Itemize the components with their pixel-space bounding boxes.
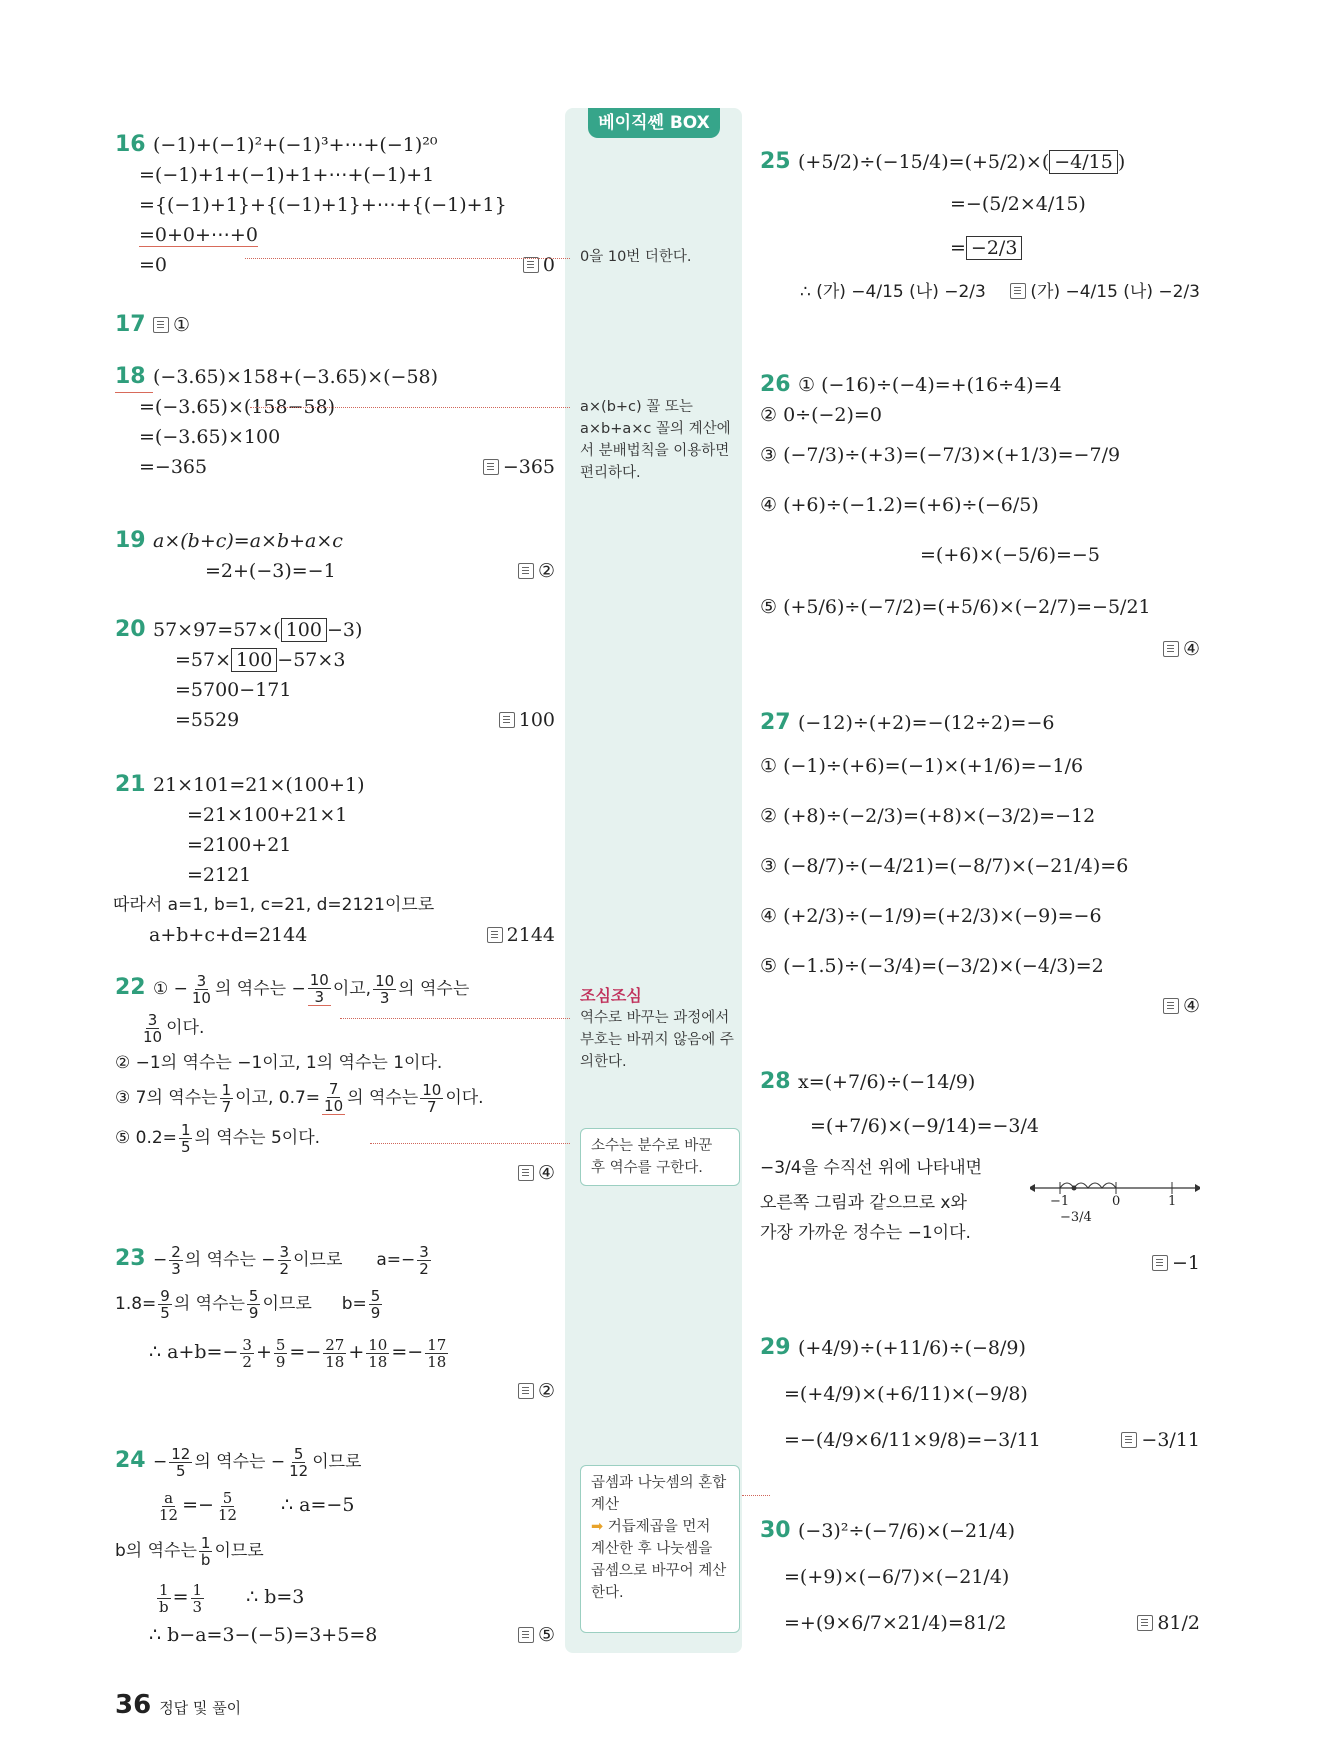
eq-line: =21×100+21×1 [187, 804, 348, 826]
answer: −3/11 [1121, 1417, 1200, 1463]
problem-21 [115, 770, 555, 950]
blank-box: −2/3 [966, 236, 1023, 260]
eq-line: ④ (+6)÷(−1.2)=(+6)÷(−6/5) [760, 494, 1039, 516]
answer-icon [483, 459, 499, 475]
answer: (가) −4/15 (나) −2/3 [1010, 270, 1200, 314]
eq-line: a×(b+c)=a×b+a×c [153, 530, 343, 552]
fraction: $\frac{3}{10}$ [143, 1010, 163, 1046]
fraction: $\frac{7}{10}$ [324, 1080, 344, 1115]
leader-line [370, 1143, 570, 1145]
problem-number: 17 [115, 312, 146, 337]
problem-27 [760, 705, 1200, 1021]
problem-26 [760, 370, 1200, 664]
eq-part: −57×3 [277, 649, 346, 671]
answer-icon [518, 1165, 534, 1181]
eq-line: =(+4/9)×(+6/11)×(−9/8) [784, 1383, 1028, 1405]
tip-30-title: 곱셈과 나눗셈의 혼합 계산 [591, 1475, 727, 1513]
text-line: 오른쪽 그림과 같으므로 x와 [760, 1193, 967, 1213]
eq-line: =−(5/2×4/15) [950, 193, 1086, 215]
tick-label: −1 [1050, 1194, 1070, 1209]
problem-number: 18 [115, 362, 153, 393]
eq-line: ② 0÷(−2)=0 [760, 404, 882, 426]
fraction: $\frac{10}{7}$ [422, 1080, 442, 1116]
problem-number: 25 [760, 149, 791, 174]
eq-line: =0 [139, 254, 168, 276]
tip-16: 0을 10번 더한다. [580, 249, 692, 265]
eq-line: =(−1)+1+(−1)+1+⋯+(−1)+1 [139, 164, 435, 186]
text-line: 가장 가까운 정수는 −1이다. [760, 1223, 971, 1243]
problem-30 [760, 1508, 1200, 1646]
eq-line: 따라서 a=1, b=1, c=21, d=2121이므로 [113, 895, 435, 915]
fraction: $\frac{3}{10}$ [191, 971, 211, 1007]
footer-label: 정답 및 풀이 [159, 1699, 242, 1717]
answer: ② [518, 1376, 555, 1406]
problem-25: 25 (+5/2)÷(−15/4)=(+5/2)×( −4/15 ) =−(5/2×4/15) = −2/3 ∴ (가) −4/15 (나) −2/3 (가) −4/15 (나) −2/3 [760, 142, 1200, 314]
problem-number: 16 [115, 132, 146, 157]
problem-20 [115, 615, 555, 735]
problem-number: 29 [760, 1335, 791, 1360]
tip-30 [580, 1465, 740, 1633]
eq-line: =2121 [187, 864, 252, 886]
answer-icon [1163, 641, 1179, 657]
eq-line: =(+7/6)×(−9/14)=−3/4 [810, 1115, 1039, 1137]
fraction: $\frac{1}{7}$ [221, 1080, 232, 1116]
eq-line: ① (−1)÷(+6)=(−1)×(+1/6)=−1/6 [760, 755, 1084, 777]
caution-title: 조심조심 [580, 986, 642, 1005]
arrow-icon: ➡ [591, 1519, 604, 1535]
problem-19 [115, 526, 555, 586]
eq-line: (+4/9)÷(+11/6)÷(−8/9) [798, 1337, 1026, 1359]
leader-line [250, 407, 570, 409]
problem-29 [760, 1325, 1200, 1463]
fraction: $\frac{10}{3}$ [375, 971, 395, 1007]
eq-line: 21×101=21×(100+1) [153, 774, 365, 796]
eq-line: ⑤ (+5/6)÷(−7/2)=(+5/6)×(−2/7)=−5/21 [760, 596, 1151, 618]
box-title: 베이직쎈 BOX [588, 108, 720, 138]
caution-tip [580, 985, 740, 1073]
answer-icon [1010, 283, 1026, 299]
eq-part: 57×97=57×( [153, 619, 281, 641]
answer: ⑤ [518, 1620, 555, 1650]
answer: ④ [1163, 991, 1200, 1021]
problem-number: 27 [760, 710, 791, 735]
leader-line [245, 258, 570, 260]
answer: −365 [483, 452, 555, 482]
eq-line: =5700−171 [175, 679, 292, 701]
problem-number: 24 [115, 1448, 146, 1473]
eq-line: =(−3.65)×(158−58) [139, 396, 336, 418]
problem-number: 20 [115, 617, 146, 642]
fraction: $\frac{1}{5}$ [180, 1120, 191, 1156]
answer: ④ [1163, 634, 1200, 664]
eq-line: ③ (−7/3)÷(+3)=(−7/3)×(+1/3)=−7/9 [760, 444, 1121, 466]
eq-line: ={(−1)+1}+{(−1)+1}+⋯+{(−1)+1} [139, 194, 507, 216]
answer: −1 [1152, 1248, 1200, 1278]
answer-icon [499, 712, 515, 728]
eq-line: ④ (+2/3)÷(−1/9)=(+2/3)×(−9)=−6 [760, 905, 1102, 927]
blank-box: −4/15 [1049, 150, 1118, 174]
answer-icon [1163, 998, 1179, 1014]
answer-icon [153, 317, 169, 333]
point-label: −3/4 [1060, 1210, 1092, 1225]
problem-number: 26 [760, 372, 791, 397]
eq-line: ∴ b−a=3−(−5)=3+5=8 [149, 1624, 378, 1646]
answer: ① [173, 314, 191, 336]
eq-line: =2100+21 [187, 834, 292, 856]
eq-line: (−3.65)×158+(−3.65)×(−58) [153, 366, 439, 388]
answer: 100 [499, 705, 555, 735]
answer: 0 [523, 250, 555, 280]
eq-part: −3) [326, 619, 363, 641]
problem-number: 23 [115, 1246, 146, 1271]
tick-label: 1 [1168, 1194, 1177, 1209]
problem-number: 28 [760, 1069, 791, 1094]
eq-line: x=(+7/6)÷(−14/9) [798, 1071, 976, 1093]
blank-box: 100 [281, 618, 327, 642]
eq-line: ∴ (가) −4/15 (나) −2/3 [800, 282, 986, 302]
answer-icon [487, 927, 503, 943]
problem-number: 30 [760, 1518, 791, 1543]
blank-box: 100 [231, 648, 277, 672]
eq-line: =0+0+⋯+0 [139, 224, 258, 246]
tick-label: 0 [1112, 1194, 1121, 1209]
eq-line: =2+(−3)=−1 [205, 560, 336, 582]
problem-22: 22 ① − $\frac{3}{10}$ 의 역수는 − $\frac{10}{3}$ 이고, $\frac{10}{3}$ 의 역수는 $\frac{3}{10}$ 이다. ② −1의 역수는 −1이고, 1의 역수는 1이다. ③ 7의 역수는 $\frac{1}{7}$ 이고, 0.7= $\frac{7}{10}$ 의 역수는 $\frac{10}{7}$ 이다. ⑤ 0.2= $\frac{1}{5}$ 의 역수는 5이다. ④ [115, 968, 555, 1188]
problem-28 [760, 1060, 1200, 1278]
answer: ④ [518, 1158, 555, 1188]
page-number: 36 [115, 1690, 152, 1720]
problem-number: 19 [115, 528, 146, 553]
eq-line: ⑤ (−1.5)÷(−3/4)=(−3/2)×(−4/3)=2 [760, 955, 1104, 977]
problem-18 [115, 362, 555, 482]
problem-23: 23 − $\frac{2}{3}$ 의 역수는 − $\frac{3}{2}$ 이므로 a=− $\frac{3}{2}$ 1.8= $\frac{9}{5}$ 의 역수는 $\frac{5}{9}$ 이므로 b= $\frac{5}{9}$ ∴ a+b=− $\frac{3}{2}$ + $\frac{5}{9}$ =− $\frac{27}{18}$ + $\frac{10}{18}$ =− $\frac{17}{18}$ ② [115, 1238, 555, 1406]
eq-line: (−3)²÷(−7/6)×(−21/4) [798, 1520, 1016, 1542]
problem-24: 24 − $\frac{12}{5}$ 의 역수는 − $\frac{5}{12}$ 이므로 $\frac{a}{12}$ =− $\frac{5}{12}$ ∴ a=−5 b의 역수는 $\frac{1}{b}$ 이므로 $\frac{1}{b}$ = $\frac{1}{3}$ ∴ b=3 ∴ b−a=3−(−5)=3+5=8 ⑤ [115, 1440, 555, 1650]
eq-line: =−365 [139, 456, 208, 478]
eq-line: =(+6)×(−5/6)=−5 [920, 544, 1100, 566]
tip-22: 역수로 바꾸는 과정에서 부호는 바뀌지 않음에 주의한다. [580, 1010, 734, 1070]
leader-line [340, 1018, 570, 1020]
answer: 2144 [487, 920, 555, 950]
problem-17 [115, 310, 555, 340]
eq-line: =(−3.65)×100 [139, 426, 281, 448]
fraction: $\frac{10}{3}$ [309, 971, 329, 1006]
eq-line: =−(4/9×6/11×9/8)=−3/11 [784, 1429, 1041, 1451]
tip-18: a×(b+c) 꼴 또는 a×b+a×c 꼴의 계산에서 분배법칙을 이용하면 편리하다. [580, 399, 731, 481]
answer-icon [518, 1383, 534, 1399]
answer-icon [518, 1627, 534, 1643]
text-line: −3/4을 수직선 위에 나타내면 [760, 1158, 983, 1178]
answer-icon [1121, 1432, 1137, 1448]
eq-line: =5529 [175, 709, 240, 731]
eq-part: =57× [175, 649, 232, 671]
tip-30-body: 거듭제곱을 먼저 계산한 후 나눗셈을 곱셈으로 바꾸어 계산한다. [591, 1519, 727, 1601]
eq-line: (−12)÷(+2)=−(12÷2)=−6 [798, 712, 1055, 734]
eq-line: =+(9×6/7×21/4)=81/2 [784, 1612, 1007, 1634]
eq-line: ① (−16)÷(−4)=+(16÷4)=4 [798, 374, 1062, 396]
eq-line: ② (+8)÷(−2/3)=(+8)×(−3/2)=−12 [760, 805, 1096, 827]
answer-icon [518, 563, 534, 579]
answer: ② [518, 556, 555, 586]
tip-22b: 소수는 분수로 바꾼 후 역수를 구한다. [580, 1128, 740, 1186]
eq-line: (−1)+(−1)²+(−1)³+⋯+(−1)²⁰ [153, 134, 438, 156]
answer-icon [1152, 1255, 1168, 1271]
problem-number: 21 [115, 772, 146, 797]
eq-line: =(+9)×(−6/7)×(−21/4) [784, 1566, 1010, 1588]
eq-line: ② −1의 역수는 −1이고, 1의 역수는 1이다. [115, 1053, 443, 1073]
eq-line: a+b+c+d=2144 [149, 924, 308, 946]
page-footer [115, 1690, 241, 1720]
answer-icon [1137, 1615, 1153, 1631]
answer: 81/2 [1137, 1600, 1200, 1646]
leader-line [742, 1495, 770, 1497]
eq-line: ③ (−8/7)÷(−4/21)=(−8/7)×(−21/4)=6 [760, 855, 1129, 877]
tip-box-column [565, 108, 742, 1653]
problem-number: 22 [115, 975, 146, 1000]
